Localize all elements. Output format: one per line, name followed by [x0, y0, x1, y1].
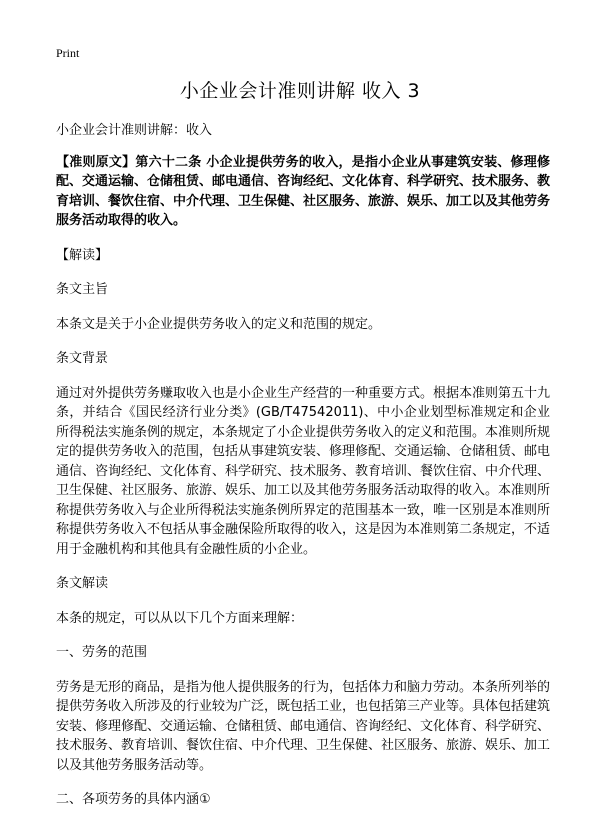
print-label: Print	[56, 46, 80, 60]
document-title: 小企业会计准则讲解 收入 3	[179, 80, 421, 102]
section-2-heading: 二、各项劳务的具体内涵①	[56, 792, 211, 807]
standard-original-text: 【准则原文】第六十二条 小企业提供劳务的收入，是指小企业从事建筑安装、修理修配、交通运输、仓储租赁、邮电通信、咨询经纪、文化体育、科学研究、技术服务、教育培训、餐饮住宿、中介代理、卫生保健、社区服务、旅游、娱乐、加工以及其他劳务服务活动取得的收入。	[56, 154, 551, 228]
purpose-heading: 条文主旨	[56, 282, 109, 297]
background-heading: 条文背景	[56, 351, 109, 366]
purpose-text: 本条文是关于小企业提供劳务收入的定义和范围的规定。	[56, 316, 382, 332]
explanation-heading: 条文解读	[56, 576, 109, 591]
interpretation-heading: 【解读】	[56, 247, 109, 263]
background-text: 通过对外提供劳务赚取收入也是小企业生产经营的一种重要方式。根据本准则第五十九条，并结合《国民经济行业分类》(GB/T47542011)、中小企业划型标准规定和企业所得税法实施条例的规定，本条规定了小企业提供劳务收入的定义和范围。本准则所规定的提供劳务收入的范围，包括从事建筑安装、修理修配、交通运输、仓储租赁、邮电通信、咨询经纪、文化体育、科学研究、技术服务、教育培训、餐饮住宿、中介代理、卫生保健、社区服务、旅游、娱乐、加工以及其他劳务服务活动取得的收入。本准则所称提供劳务收入与企业所得税法实施条例所界定的范围基本一致，唯一区别是本准则所称提供劳务收入不包括从事金融保险所取得的收入，这是因为本准则第二条规定，不适用于金融机构和其他具有金融性质的小企业。	[56, 385, 551, 557]
explanation-intro: 本条的规定，可以从以下几个方面来理解：	[56, 610, 304, 626]
section-1-heading: 一、劳务的范围	[56, 645, 148, 660]
section-1-text: 劳务是无形的商品，是指为他人提供服务的行为，包括体力和脑力劳动。本条所列举的提供劳务收入所涉及的行业较为广泛，既包括工业，也包括第三产业等。具体包括建筑安装、修理修配、交通运输、仓储租赁、邮电通信、咨询经纪、文化体育、科学研究、技术服务、教育培训、餐饮住宿、中介代理、卫生保健、社区服务、旅游、娱乐、加工以及其他劳务服务活动等。	[56, 679, 551, 773]
document-body	[56, 121, 550, 810]
document-subtitle: 小企业会计准则讲解：收入	[56, 123, 213, 138]
